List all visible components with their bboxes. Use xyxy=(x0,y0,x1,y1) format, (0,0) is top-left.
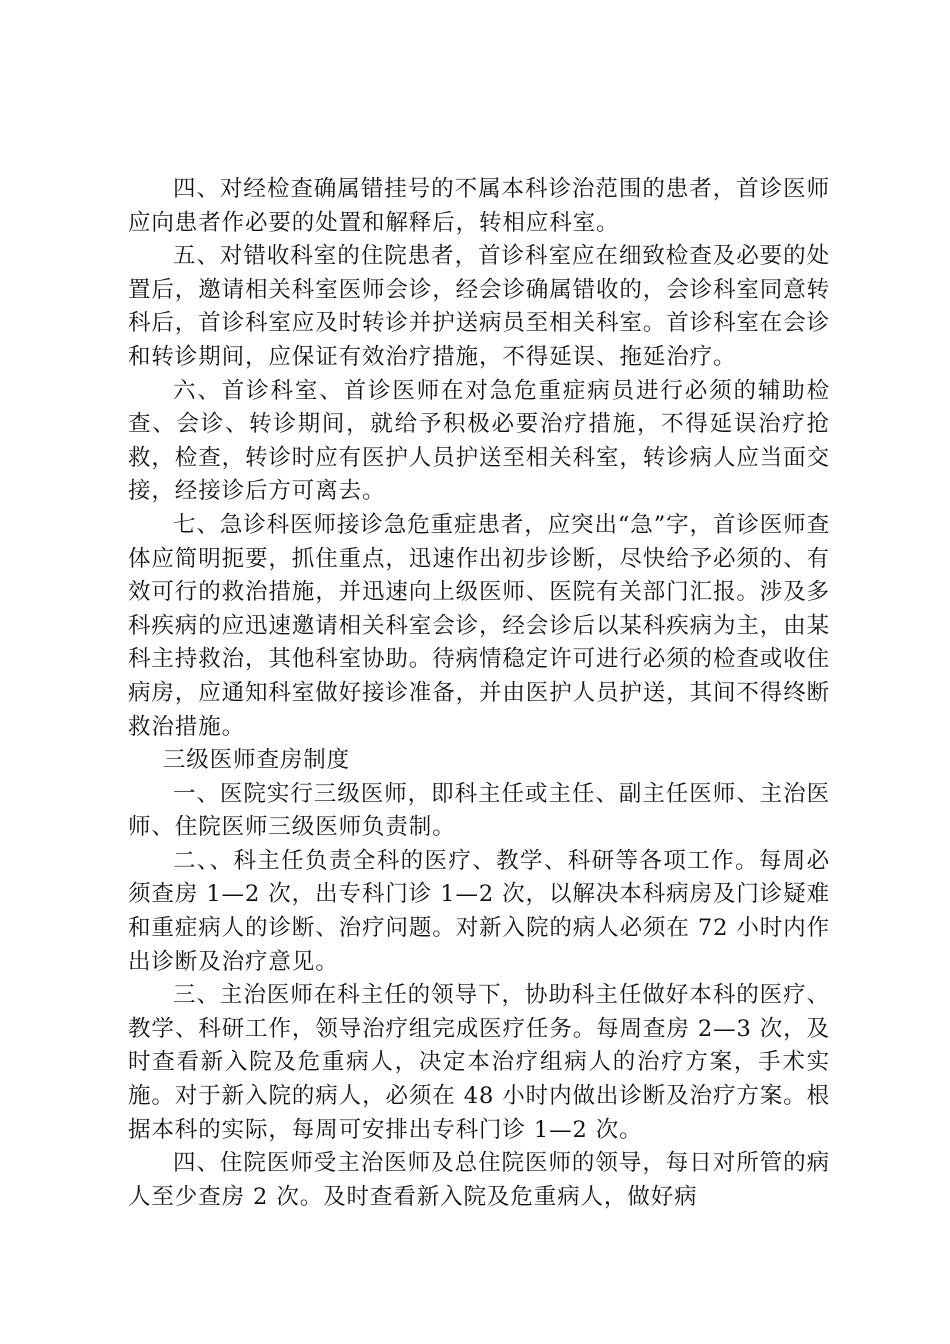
section-paragraph-1: 一、医院实行三级医师，即科主任或主任、副主任医师、主治医师、住院医师三级医师负责制。 xyxy=(128,780,830,841)
paragraph-item-4: 四、对经检查确属错挂号的不属本科诊治范围的患者，首诊医师应向患者作必要的处置和解释后，转相应科室。 xyxy=(128,176,830,236)
document-body xyxy=(128,173,830,1214)
section-paragraph-4: 四、住院医师受主治医师及总住院医师的领导，每日对所管的病人至少查房 2 次。及时查看新入院及危重病人，做好病 xyxy=(128,1150,830,1210)
section-title: 三级医师查房制度 xyxy=(162,747,351,774)
paragraph-item-7: 七、急诊科医师接诊急危重症患者，应突出“急”字，首诊医师查体应简明扼要，抓住重点，迅速作出初步诊断，尽快给予必须的、有效可行的救治措施，并迅速向上级医师、医院有关部门汇报。涉及多科疾病的应迅速邀请相关科室会诊，经会诊后以某科疾病为主，由某科主持救治，其他科室协助。待病情稳定许可进行必须的检查或收住病房，应通知科室做好接诊准备，并由医护人员护送，其间不得终断救治措施。 xyxy=(128,511,831,740)
section-paragraph-2: 二、、科主任负责全科的医疗、教学、科研等各项工作。每周必须查房 1—2 次，出专科门诊 1—2 次，以解决本科病房及门诊疑难和重症病人的诊断、治疗问题。对新入院的病人必须在 72 小时内作出诊断及治疗意见。 xyxy=(128,847,830,975)
paragraph-item-5: 五、对错收科室的住院患者，首诊科室应在细致检查及必要的处置后，邀请相关科室医师会诊，经会诊确属错收的，会诊科室同意转科后，首诊科室应及时转诊并护送病员至相关科室。首诊科室在会诊和转诊期间，应保证有效治疗措施，不得延误、拖延治疗。 xyxy=(128,243,831,370)
section-paragraph-3: 三、主治医师在科主任的领导下，协助科主任做好本科的医疗、教学、科研工作，领导治疗组完成医疗任务。每周查房 2—3 次，及时查看新入院及危重病人，决定本治疗组病人的治疗方案，手术实施。对于新入院的病人，必须在 48 小时内做出诊断及治疗方案。根据本科的实际，每周可安排出专科门诊 1—2 次。 xyxy=(128,982,830,1143)
paragraph-item-6: 六、首诊科室、首诊医师在对急危重症病员进行必须的辅助检查、会诊、转诊期间，就给予积极必要治疗措施，不得延误治疗抢救，检查，转诊时应有医护人员护送至相关科室，转诊病人应当面交接，经接诊后方可离去。 xyxy=(128,377,831,505)
